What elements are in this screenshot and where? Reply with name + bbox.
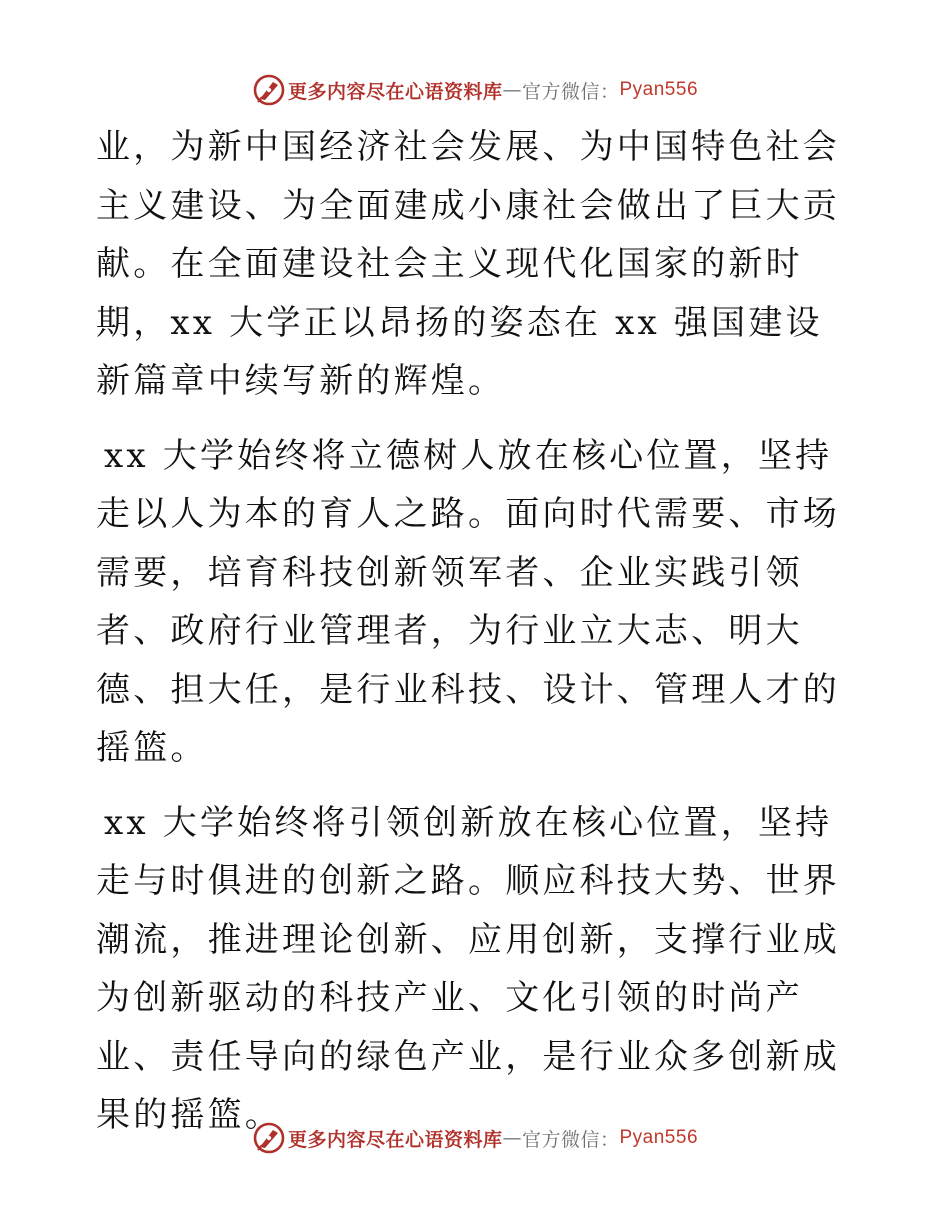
watermark-wechat-id: Pyan556 — [619, 79, 699, 100]
watermark-label: 官方微信： — [521, 1128, 620, 1151]
watermark-main-text: 更多内容尽在心语资料库 — [287, 1128, 503, 1151]
paragraph-1: 业，为新中国经济社会发展、为中国特色社会主义建设、为全面建成小康社会做出了巨大贡献。在全面建设社会主义现代化国家的新时期，xx 大学正以昂扬的姿态在 xx 强国建设新篇章中续写新的辉煌。 — [96, 127, 840, 401]
document-body — [96, 118, 858, 1145]
paragraph-3: xx 大学始终将引领创新放在核心位置，坚持走与时俱进的创新之路。顺应科技大势、世界潮流，推进理论创新、应用创新，支撑行业成为创新驱动的科技产业、文化引领的时尚产业、责任导向的绿色产业，是行业众多创新成果的摇篮。 — [96, 802, 840, 1135]
watermark-label: 官方微信： — [521, 80, 620, 103]
watermark-header — [0, 70, 950, 110]
watermark-dash: — — [502, 79, 522, 101]
paragraph-2: xx 大学始终将立德树人放在核心位置，坚持走以人为本的育人之路。面向时代需要、市场需要，培育科技创新领军者、企业实践引领者、政府行业管理者，为行业立大志、明大德、担大任，是行业科技、设计、管理人才的摇篮。 — [96, 435, 840, 768]
quill-logo-icon — [252, 73, 286, 107]
watermark-main-text: 更多内容尽在心语资料库 — [287, 80, 503, 103]
watermark-wechat-id: Pyan556 — [619, 1127, 699, 1148]
watermark-dash: — — [502, 1127, 522, 1149]
watermark-footer — [0, 1118, 950, 1158]
quill-logo-icon — [252, 1121, 286, 1155]
